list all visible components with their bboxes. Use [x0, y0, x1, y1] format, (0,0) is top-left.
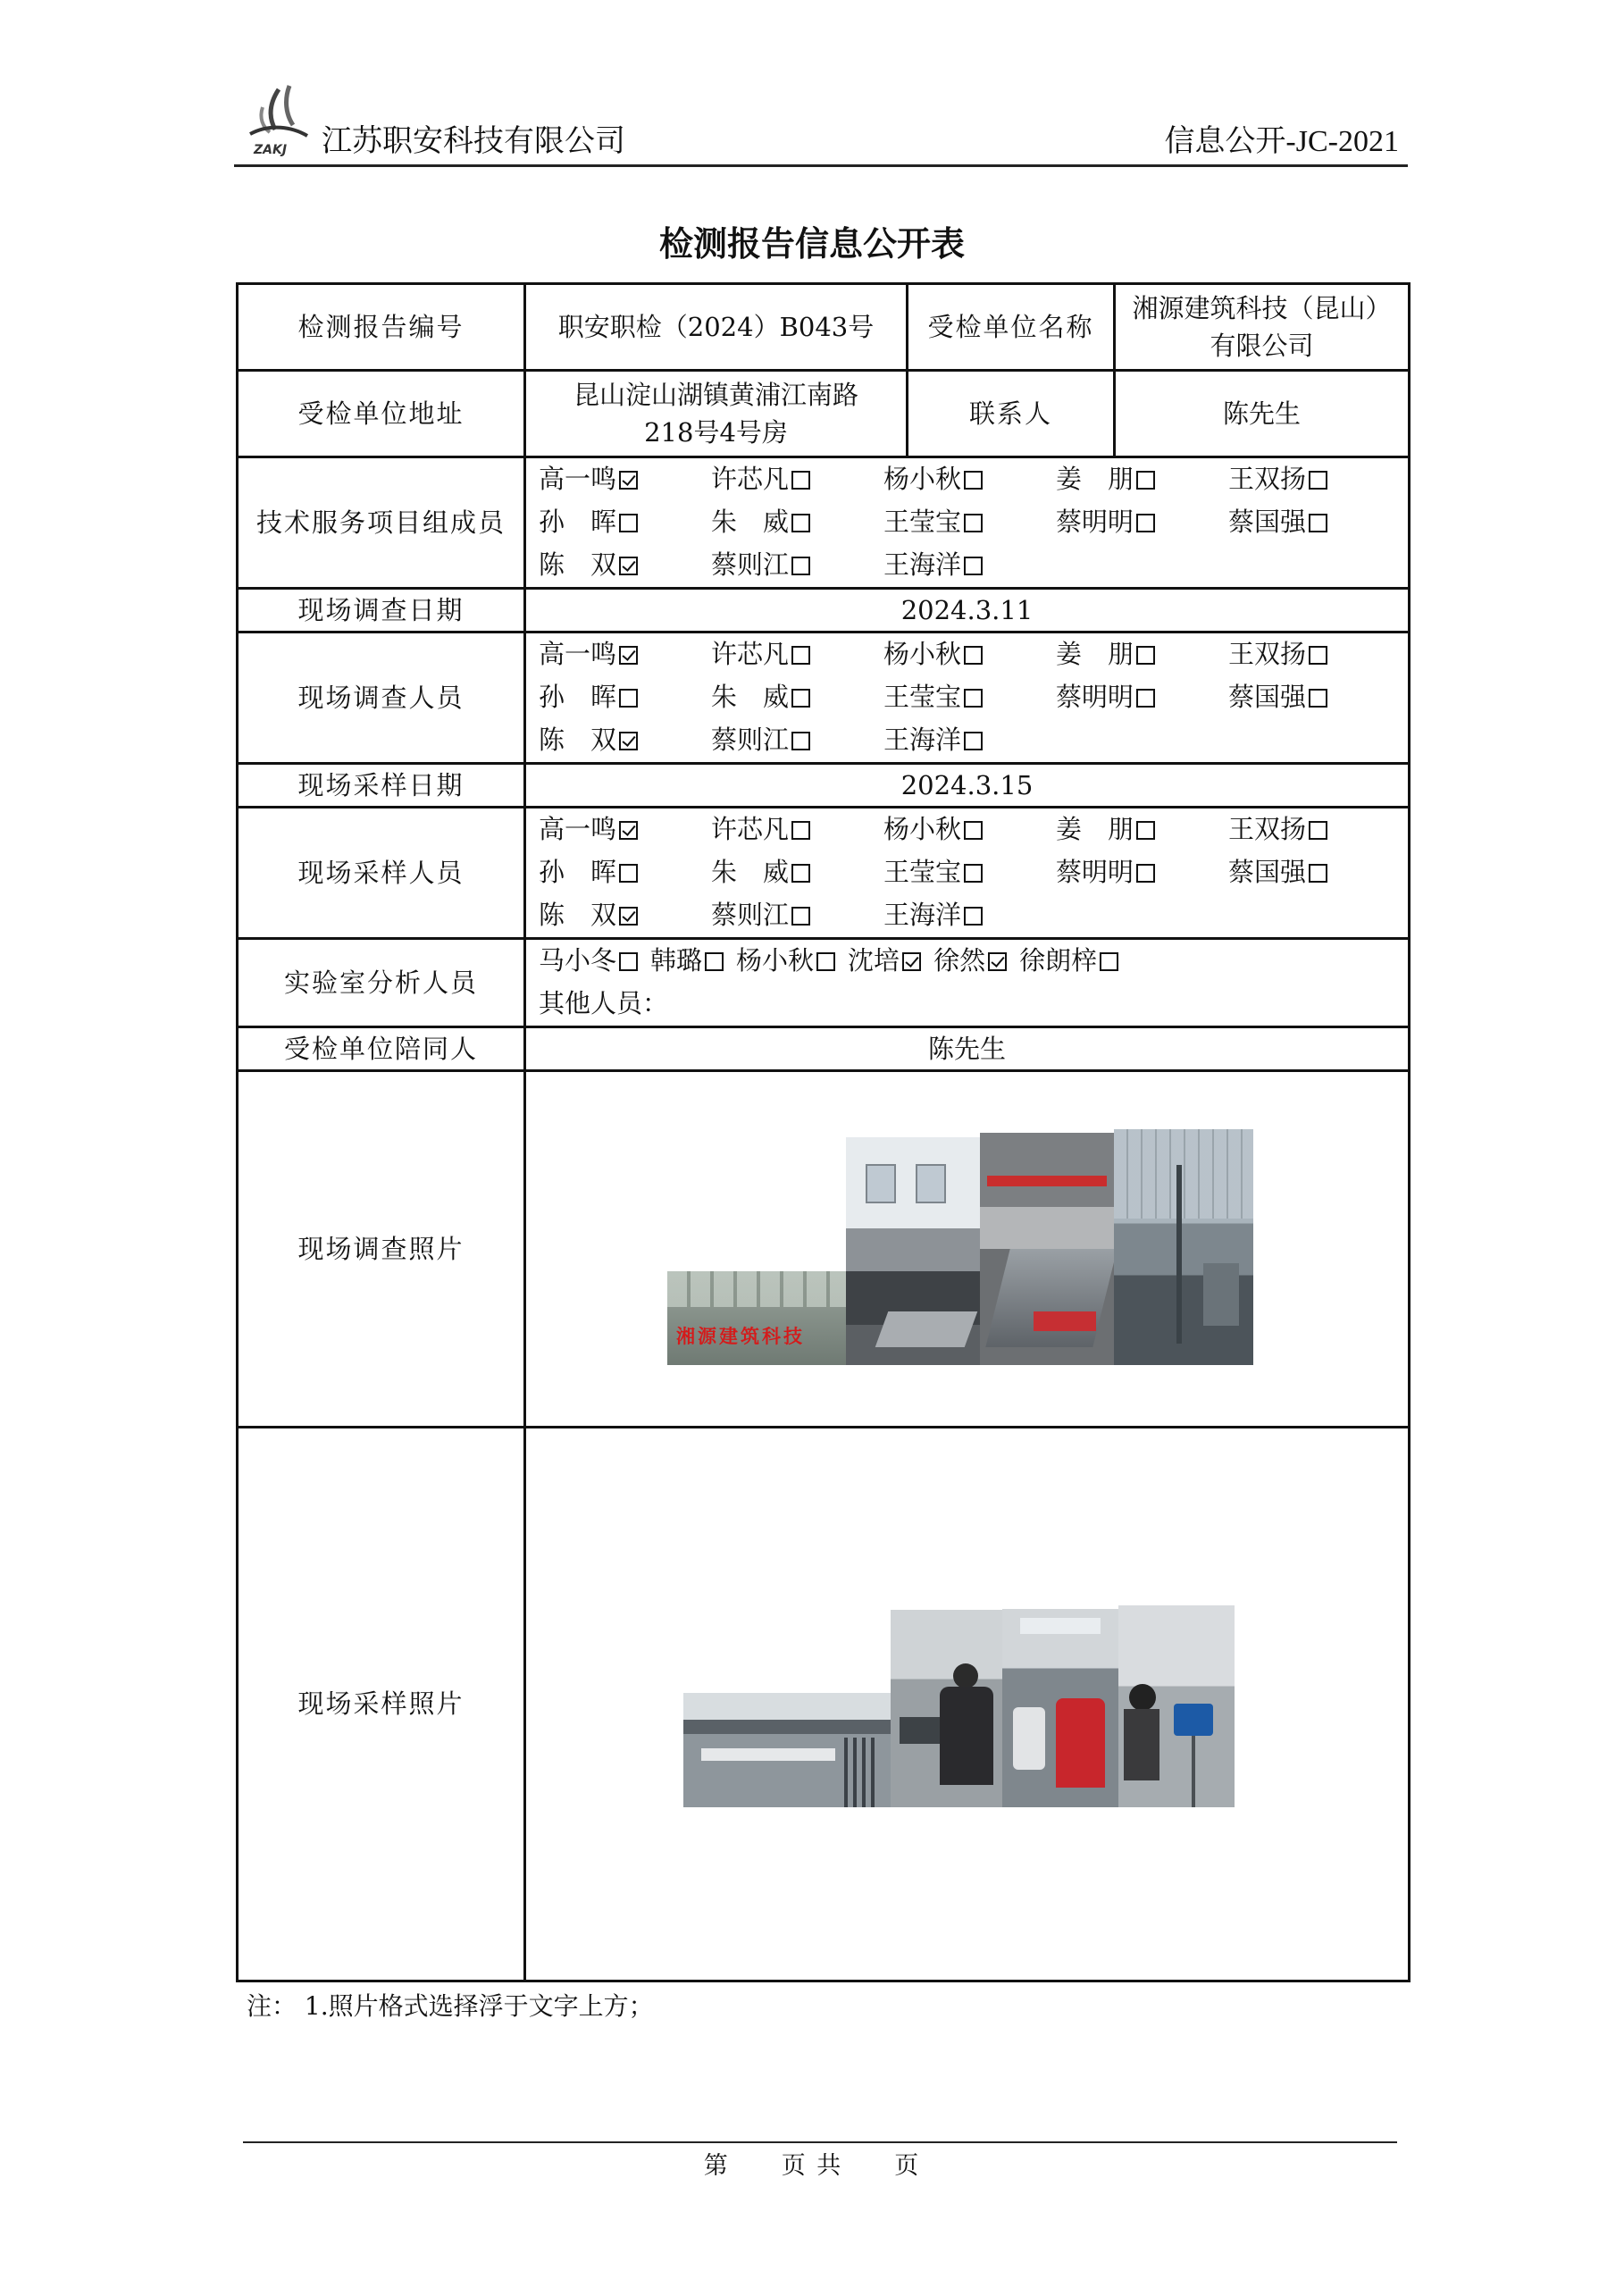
person-item	[1056, 676, 1228, 719]
person-item	[1056, 808, 1228, 851]
person-item	[883, 501, 1056, 544]
person-row	[539, 808, 1402, 851]
person-name: 蔡则江	[711, 899, 790, 930]
lab-person-item	[848, 945, 921, 976]
lab-person-item	[539, 945, 638, 976]
page-title: 检测报告信息公开表	[658, 224, 965, 264]
checkbox-empty-icon[interactable]	[705, 952, 724, 971]
person-name: 王莹宝	[883, 857, 962, 888]
checkbox-checked-icon[interactable]	[988, 952, 1007, 971]
person-row	[539, 544, 1402, 587]
person-name: 王海洋	[883, 724, 962, 755]
footnote: 注： 1.照片格式选择浮于文字上方；	[247, 1991, 654, 2021]
company-name: 江苏职安科技有限公司	[322, 123, 625, 159]
person-item	[539, 719, 711, 762]
person-item	[539, 458, 711, 501]
checkbox-empty-icon[interactable]	[1309, 514, 1327, 532]
table-row	[238, 1070, 1410, 1427]
person-name: 杨小秋	[883, 639, 962, 670]
person-name: 陈 双	[539, 724, 617, 755]
person-item	[883, 808, 1056, 851]
survey-staff-members	[525, 632, 1410, 764]
person-name: 徐然	[933, 945, 986, 976]
sampling-photo-operator	[891, 1610, 1002, 1807]
sampling-date-value: 2024.3.15	[525, 764, 1410, 808]
person-item	[539, 501, 711, 544]
person-item	[711, 501, 883, 544]
survey-photo-signboard	[667, 1271, 846, 1365]
person-item	[1056, 458, 1228, 501]
person-item	[711, 544, 883, 587]
table-row	[238, 589, 1410, 632]
checkbox-empty-icon[interactable]	[1136, 471, 1155, 490]
person-item	[711, 894, 883, 937]
checkbox-empty-icon[interactable]	[619, 952, 638, 971]
checkbox-empty-icon[interactable]	[619, 514, 638, 532]
survey-date-value: 2024.3.11	[525, 589, 1410, 632]
checkbox-checked-icon[interactable]	[902, 952, 921, 971]
checkbox-empty-icon[interactable]	[791, 514, 810, 532]
person-name: 韩璐	[650, 945, 703, 976]
checkbox-checked-icon[interactable]	[619, 732, 638, 750]
lab-staff-label: 实验室分析人员	[238, 939, 525, 1027]
lab-person-item	[1019, 945, 1118, 976]
person-name: 许芯凡	[711, 464, 790, 495]
person-item	[711, 676, 883, 719]
checkbox-empty-icon[interactable]	[964, 471, 983, 490]
survey-date-label: 现场调查日期	[238, 589, 525, 632]
team-label: 技术服务项目组成员	[238, 457, 525, 589]
person-item	[711, 808, 883, 851]
person-item	[883, 676, 1056, 719]
checkbox-empty-icon[interactable]	[791, 471, 810, 490]
checkbox-empty-icon[interactable]	[964, 907, 983, 926]
person-item	[883, 851, 1056, 894]
person-item	[1228, 501, 1401, 544]
checkbox-checked-icon[interactable]	[619, 821, 638, 840]
person-row	[539, 851, 1402, 894]
person-item	[883, 544, 1056, 587]
survey-photos-cell	[525, 1070, 1410, 1427]
person-name: 杨小秋	[883, 464, 962, 495]
team-members	[525, 457, 1410, 589]
person-name: 蔡国强	[1228, 507, 1307, 538]
company-logo	[243, 80, 314, 159]
report-no-label: 检测报告编号	[238, 284, 525, 371]
person-item	[711, 719, 883, 762]
signboard-text: 湘源建筑科技	[676, 1325, 805, 1347]
page-number: 第 页 共 页	[703, 2152, 921, 2180]
sampling-staff-members	[525, 808, 1410, 939]
person-name: 姜 朋	[1056, 464, 1134, 495]
person-name: 蔡明明	[1056, 857, 1134, 888]
person-item	[539, 676, 711, 719]
person-item	[539, 544, 711, 587]
checkbox-empty-icon[interactable]	[791, 732, 810, 750]
checkbox-empty-icon[interactable]	[1136, 646, 1155, 665]
person-name: 王海洋	[883, 899, 962, 930]
person-name: 许芯凡	[711, 639, 790, 670]
table-row	[238, 284, 1410, 371]
checkbox-empty-icon[interactable]	[619, 864, 638, 883]
unit-name-label: 受检单位名称	[908, 284, 1115, 371]
survey-photo-workshop-1	[846, 1137, 980, 1365]
person-name: 蔡明明	[1056, 507, 1134, 538]
person-row	[539, 894, 1402, 937]
unit-address-label: 受检单位地址	[238, 371, 525, 457]
person-item	[711, 851, 883, 894]
checkbox-empty-icon[interactable]	[791, 557, 810, 575]
lab-staff-members	[525, 939, 1410, 1027]
checkbox-empty-icon[interactable]	[619, 689, 638, 708]
person-item	[711, 633, 883, 676]
checkbox-empty-icon[interactable]	[816, 952, 835, 971]
table-row	[238, 1026, 1410, 1070]
person-name: 姜 朋	[1056, 814, 1134, 845]
unit-address-value: 昆山淀山湖镇黄浦江南路218号4号房	[525, 371, 908, 457]
person-name: 王莹宝	[883, 682, 962, 713]
sampling-photos-cell	[525, 1427, 1410, 1981]
person-name: 蔡国强	[1228, 857, 1307, 888]
checkbox-empty-icon[interactable]	[964, 514, 983, 532]
checkbox-empty-icon[interactable]	[964, 689, 983, 708]
person-name: 蔡明明	[1056, 682, 1134, 713]
person-name: 姜 朋	[1056, 639, 1134, 670]
person-name: 孙 晖	[539, 857, 617, 888]
table-row	[238, 632, 1410, 764]
person-row	[539, 633, 1402, 676]
person-item	[883, 458, 1056, 501]
person-item	[883, 894, 1056, 937]
person-row	[539, 676, 1402, 719]
checkbox-empty-icon[interactable]	[1100, 952, 1118, 971]
checkbox-empty-icon[interactable]	[964, 557, 983, 575]
person-name: 王双扬	[1228, 464, 1307, 495]
checkbox-empty-icon[interactable]	[964, 732, 983, 750]
person-name: 蔡则江	[711, 549, 790, 580]
person-name: 马小冬	[539, 945, 617, 976]
checkbox-checked-icon[interactable]	[619, 907, 638, 926]
table-row	[238, 1427, 1410, 1981]
unit-name-value: 湘源建筑科技（昆山）有限公司	[1115, 284, 1410, 371]
person-name: 王莹宝	[883, 507, 962, 538]
person-name: 杨小秋	[883, 814, 962, 845]
sampling-photo-collage	[526, 1428, 1408, 1980]
person-name: 高一鸣	[539, 464, 617, 495]
person-row	[539, 501, 1402, 544]
person-name: 王海洋	[883, 549, 962, 580]
checkbox-empty-icon[interactable]	[1136, 821, 1155, 840]
checkbox-empty-icon[interactable]	[1309, 689, 1327, 708]
person-row	[539, 458, 1402, 501]
person-name: 蔡则江	[711, 724, 790, 755]
checkbox-empty-icon[interactable]	[964, 646, 983, 665]
person-name: 王双扬	[1228, 639, 1307, 670]
escort-value: 陈先生	[525, 1026, 1410, 1070]
checkbox-checked-icon[interactable]	[619, 557, 638, 575]
person-item	[711, 458, 883, 501]
person-item	[1228, 808, 1401, 851]
person-name: 孙 晖	[539, 507, 617, 538]
person-item	[539, 894, 711, 937]
person-name: 陈 双	[539, 549, 617, 580]
person-name: 许芯凡	[711, 814, 790, 845]
table-row	[238, 939, 1410, 1027]
person-name: 朱 威	[711, 857, 790, 888]
report-no-value: 职安职检（2024）B043号	[525, 284, 908, 371]
checkbox-empty-icon[interactable]	[1136, 514, 1155, 532]
survey-photo-workshop-3	[1114, 1129, 1253, 1365]
person-item	[1056, 851, 1228, 894]
survey-photos-label: 现场调查照片	[238, 1070, 525, 1427]
person-name: 高一鸣	[539, 814, 617, 845]
person-name: 王双扬	[1228, 814, 1307, 845]
person-item	[539, 851, 711, 894]
person-name: 朱 威	[711, 507, 790, 538]
survey-staff-label: 现场调查人员	[238, 632, 525, 764]
table-row	[238, 457, 1410, 589]
checkbox-empty-icon[interactable]	[1309, 821, 1327, 840]
person-item	[883, 633, 1056, 676]
person-name: 陈 双	[539, 899, 617, 930]
person-item	[1056, 501, 1228, 544]
checkbox-checked-icon[interactable]	[619, 471, 638, 490]
person-name: 朱 威	[711, 682, 790, 713]
escort-label: 受检单位陪同人	[238, 1026, 525, 1070]
person-name: 沈培	[848, 945, 900, 976]
lab-person-item	[933, 945, 1007, 976]
table-row	[238, 371, 1410, 457]
document-code: 信息公开-JC-2021	[1164, 125, 1399, 158]
checkbox-empty-icon[interactable]	[791, 864, 810, 883]
person-name: 杨小秋	[736, 945, 815, 976]
checkbox-empty-icon[interactable]	[1309, 864, 1327, 883]
person-item	[539, 633, 711, 676]
checkbox-empty-icon[interactable]	[791, 821, 810, 840]
lab-person-item	[650, 945, 724, 976]
contact-label: 联系人	[908, 371, 1115, 457]
person-item	[883, 719, 1056, 762]
checkbox-empty-icon[interactable]	[1309, 471, 1327, 490]
page-header	[234, 64, 1408, 167]
sampling-staff-label: 现场采样人员	[238, 808, 525, 939]
table-row	[238, 764, 1410, 808]
checkbox-checked-icon[interactable]	[619, 646, 638, 665]
checkbox-empty-icon[interactable]	[1309, 646, 1327, 665]
checkbox-empty-icon[interactable]	[964, 864, 983, 883]
sampling-photo-sampler	[1118, 1605, 1235, 1807]
contact-value: 陈先生	[1115, 371, 1410, 457]
person-name: 蔡国强	[1228, 682, 1307, 713]
checkbox-empty-icon[interactable]	[964, 821, 983, 840]
person-item	[1228, 458, 1401, 501]
person-name: 孙 晖	[539, 682, 617, 713]
sampling-date-label: 现场采样日期	[238, 764, 525, 808]
checkbox-empty-icon[interactable]	[791, 646, 810, 665]
lab-staff-list	[539, 940, 1402, 983]
info-table	[236, 282, 1411, 1982]
person-name: 高一鸣	[539, 639, 617, 670]
person-name: 徐朗梓	[1019, 945, 1098, 976]
person-row	[539, 719, 1402, 762]
person-item	[1228, 676, 1401, 719]
sampling-photos-label: 现场采样照片	[238, 1427, 525, 1981]
person-item	[1056, 633, 1228, 676]
survey-photo-collage	[526, 1072, 1408, 1426]
lab-person-item	[736, 945, 835, 976]
sampling-photo-meter	[1002, 1609, 1118, 1807]
footer-divider	[243, 2141, 1397, 2143]
checkbox-empty-icon[interactable]	[791, 689, 810, 708]
lab-other-staff: 其他人员：	[539, 987, 669, 1018]
checkbox-empty-icon[interactable]	[1136, 864, 1155, 883]
person-item	[1228, 633, 1401, 676]
sampling-photo-gate	[683, 1693, 891, 1807]
svg-text:ZAKJ: ZAKJ	[254, 143, 288, 157]
checkbox-empty-icon[interactable]	[1136, 689, 1155, 708]
checkbox-empty-icon[interactable]	[791, 907, 810, 926]
person-item	[539, 808, 711, 851]
person-item	[1228, 851, 1401, 894]
survey-photo-workshop-2	[980, 1133, 1114, 1365]
table-row	[238, 808, 1410, 939]
